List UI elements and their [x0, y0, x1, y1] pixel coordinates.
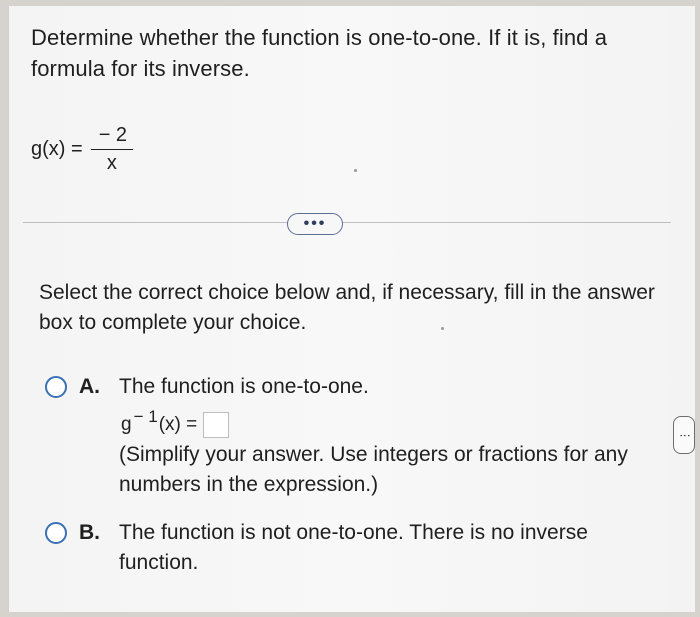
question-text: Determine whether the function is one-to-one. If it is, find a formula for its inverse. — [31, 25, 608, 81]
inverse-base: g — [121, 414, 132, 435]
instruction-text: Select the correct choice below and, if necessary, fill in the answer box to complete your choice. — [39, 281, 655, 334]
choice-a-letter: A. — [79, 375, 100, 398]
choice-a-hint: (Simplify your answer. Use integers or fractions for any numbers in the expression.) — [119, 443, 628, 496]
choice-a-radio[interactable] — [45, 376, 67, 398]
fraction-numerator: − 2 — [91, 123, 133, 150]
choice-b-text: The function is not one-to-one. There is no inverse function. — [119, 521, 588, 574]
screen-speck — [354, 169, 357, 172]
function-fraction — [91, 123, 133, 176]
function-definition — [31, 114, 133, 184]
show-more-button[interactable]: ••• — [287, 213, 343, 235]
fraction-denominator: x — [106, 151, 117, 174]
inverse-exponent: − 1 — [133, 407, 158, 426]
section-divider — [23, 222, 671, 223]
screen-speck — [441, 327, 444, 330]
choice-b-letter: B. — [79, 521, 100, 544]
side-panel-handle[interactable]: ⋮ — [673, 416, 695, 454]
answer-input[interactable] — [203, 412, 229, 438]
choice-a-text: The function is one-to-one. — [119, 375, 369, 398]
inverse-expression — [121, 407, 229, 440]
inverse-rest: (x) = — [158, 414, 198, 435]
choice-b-radio[interactable] — [45, 522, 67, 544]
function-lhs: g(x) = — [31, 137, 83, 160]
question-panel — [8, 6, 695, 612]
